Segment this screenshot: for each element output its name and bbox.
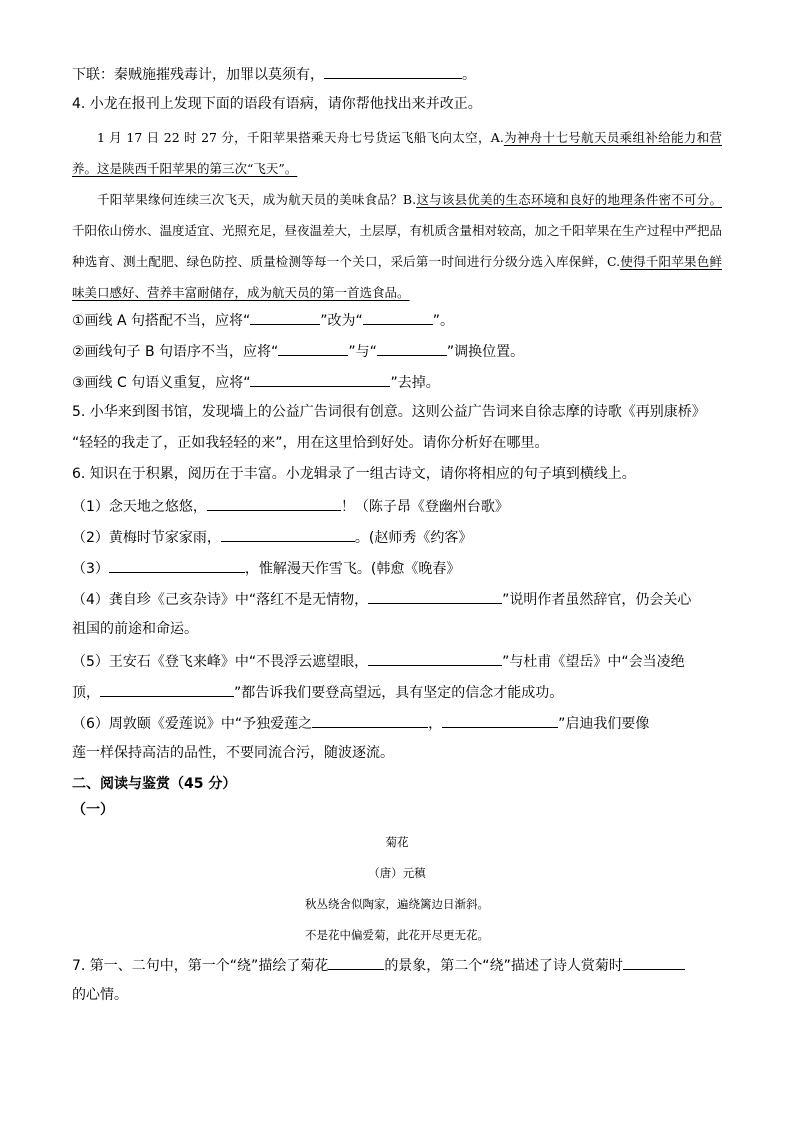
- item-text: ”与“: [348, 344, 377, 360]
- question-6-item-2: [72, 525, 722, 556]
- answer-blank[interactable]: [278, 339, 348, 356]
- question-6-item-5: [72, 649, 722, 680]
- question-6-item-4-cont: 祖国的前途和命运。: [72, 621, 198, 637]
- item-text: ！（陈子昂《登幽州台歌》: [340, 499, 509, 515]
- answer-blank[interactable]: [368, 587, 502, 604]
- item-text: （2）黄梅时节家家雨，: [72, 530, 221, 546]
- passage-text: 千阳苹果缘何连续三次飞天，成为航天员的美味食品？B.: [97, 192, 417, 207]
- passage-text: 千阳依山傍水、温度适宜、光照充足，昼夜温差大，土层厚，有机质含量相对较高，加之千阳苹果在生产过程中严把品种选育、测土配肥、绿色防控、质量检测等每一个关口，采后第一时间进行分级分选入库保鲜，C.: [72, 223, 723, 269]
- answer-blank[interactable]: [623, 953, 685, 970]
- question-7-cont: 的心情。: [72, 987, 128, 1003]
- poem-author: （唐）元稹: [368, 866, 426, 880]
- answer-blank[interactable]: [221, 525, 355, 542]
- question-4-item-1: [72, 308, 722, 339]
- item-text: ”与杜甫《望岳》中“会当凌绝: [502, 654, 685, 670]
- passage-paragraph-1: [72, 122, 722, 184]
- sentence-c: 使得千阳苹果色鲜味美口感好、营养丰富耐储存，成为航天员的第一首选食品。: [72, 254, 722, 300]
- couplet-tail: 。: [462, 67, 476, 83]
- item-text: ①画线 A 句搭配不当，应将“: [72, 313, 251, 329]
- question-6-item-6-cont: 莲一样保持高洁的品性，不要同流合污，随波逐流。: [72, 745, 394, 761]
- item-text: ”调换位置。: [446, 344, 525, 360]
- answer-blank[interactable]: [368, 649, 502, 666]
- couplet-lead: 下联：秦贼施摧残毒计，加罪以莫须有，: [72, 67, 324, 83]
- question-6-item-5-cont: [72, 680, 722, 711]
- item-text: 顶，: [72, 685, 100, 701]
- answer-blank[interactable]: [250, 370, 390, 387]
- answer-blank[interactable]: [109, 556, 245, 573]
- item-text: ，惟解漫天作雪飞。(韩愈《晚春》: [244, 561, 461, 577]
- answer-blank[interactable]: [442, 711, 558, 728]
- item-text: （1）念天地之悠悠，: [72, 499, 207, 515]
- question-6-stem: 6. 知识在于积累，阅历在于丰富。小龙辑录了一组古诗文，请你将相应的句子填到横线上。: [72, 466, 636, 482]
- answer-blank[interactable]: [250, 308, 320, 325]
- question-6-item-6: [72, 711, 722, 742]
- item-text: ”去掉。: [390, 375, 440, 391]
- question-7: [72, 953, 722, 984]
- answer-blank[interactable]: [328, 953, 384, 970]
- poem-line-2: 不是花中偏爱菊，此花开尽更无花。: [305, 928, 489, 942]
- item-text: （6）周敦颐《爱莲说》中“予独爱莲之: [72, 716, 313, 732]
- item-text: ”。: [432, 313, 455, 329]
- question-6-item-4: [72, 587, 722, 618]
- item-text: ②画线句子 B 句语序不当，应将“: [72, 344, 279, 360]
- answer-blank[interactable]: [100, 680, 234, 697]
- item-text: （3）: [72, 561, 109, 577]
- item-text: 。(赵师秀《约客》: [354, 530, 473, 546]
- answer-blank[interactable]: [377, 339, 447, 356]
- question-6-item-1: [72, 494, 722, 525]
- item-text: ③画线 C 句语义重复，应将“: [72, 375, 251, 391]
- poem-title: 菊花: [385, 835, 409, 849]
- item-text: 7. 第一、二句中，第一个“绕”描绘了菊花: [72, 958, 329, 974]
- item-text: ”启迪我们要像: [558, 716, 650, 732]
- poem-line-1: 秋丛绕舍似陶家，遍绕篱边日渐斜。: [305, 897, 489, 911]
- question-6-item-3: [72, 556, 722, 587]
- section-2-title: 二、阅读与鉴赏（45 分）: [72, 776, 237, 792]
- question-4-passage: [72, 122, 722, 308]
- passage-paragraph-2: [72, 184, 722, 308]
- sentence-b: 这与该县优美的生态环境和良好的地理条件密不可分。: [416, 192, 722, 207]
- exam-page: [72, 62, 722, 1015]
- section-2-part: （一）: [72, 802, 114, 818]
- item-text: （4）龚自珍《己亥杂诗》中“落红不是无情物，: [72, 592, 369, 608]
- question-4-stem: 4. 小龙在报刊上发现下面的语段有语病，请你帮他找出来并改正。: [72, 96, 482, 112]
- answer-blank[interactable]: [312, 711, 428, 728]
- question-4-item-3: [72, 370, 722, 401]
- question-5-line-2: “轻轻的我走了，正如我轻轻的来”，用在这里恰到好处。请你分析好在哪里。: [72, 435, 549, 451]
- answer-blank[interactable]: [207, 494, 341, 511]
- answer-blank[interactable]: [324, 62, 462, 79]
- item-text: ”说明作者虽然辞官，仍会关心: [502, 592, 692, 608]
- poem: [72, 827, 722, 951]
- item-text: ，: [428, 716, 443, 732]
- passage-text: 1 月 17 日 22 时 27 分，千阳苹果搭乘天舟七号货运飞船飞向太空，A.: [97, 130, 504, 145]
- item-text: 的景象，第二个“绕”描述了诗人赏菊时: [384, 958, 623, 974]
- item-text: （5）王安石《登飞来峰》中“不畏浮云遮望眼，: [72, 654, 369, 670]
- item-text: ”都告诉我们要登高望远，具有坚定的信念才能成功。: [234, 685, 564, 701]
- item-text: ”改为“: [320, 313, 363, 329]
- question-5-line-1: 5. 小华来到图书馆，发现墙上的公益广告词很有创意。这则公益广告词来自徐志摩的诗歌《再别康桥》: [72, 404, 706, 420]
- answer-blank[interactable]: [363, 308, 433, 325]
- couplet-line: [72, 62, 722, 93]
- sentence-a: 为神舟十七号航天员乘组补给能力和营养。这是陕西千阳苹果的第三次“飞天”。: [72, 130, 722, 176]
- question-4-item-2: [72, 339, 722, 370]
